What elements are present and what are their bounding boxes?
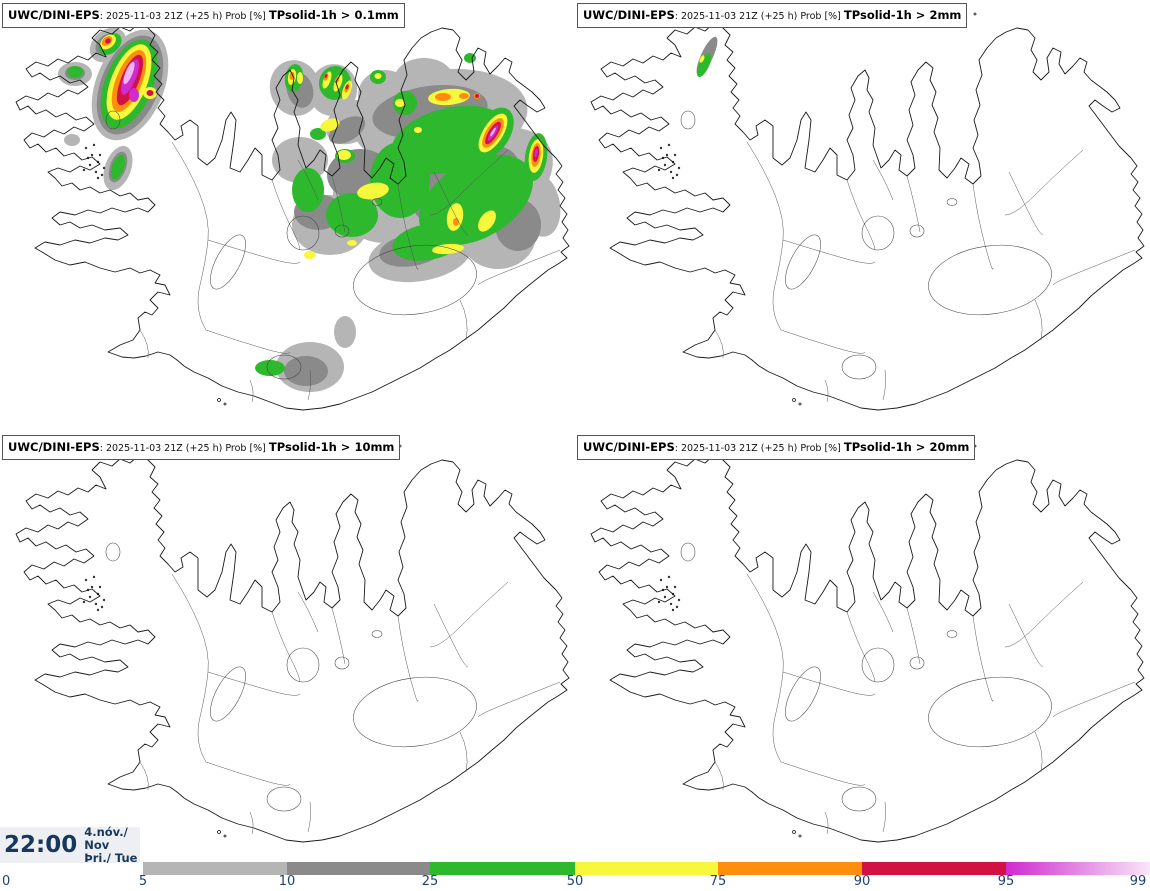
run-info: : 2025-11-03 21Z (+25 h) Prob [%] [674, 11, 844, 22]
colorbar-tick-label: 99 [1129, 874, 1147, 889]
probability-contour-p50 [375, 73, 382, 79]
probability-contour-p75 [459, 93, 469, 99]
probability-contour-p75 [453, 218, 459, 226]
probability-contour-p50 [304, 251, 316, 259]
model-name: UWC/DINI-EPS [583, 440, 675, 454]
model-name: UWC/DINI-EPS [583, 8, 675, 22]
probability-contour-p90 [147, 90, 154, 96]
valid-time-box [0, 824, 140, 865]
precip-probability-overlay [693, 34, 722, 78]
colorbar-tick-label: 95 [997, 874, 1015, 889]
probability-contour-p5 [334, 316, 356, 348]
colorbar-tick-labels [0, 874, 1150, 891]
threshold-label: TPsolid-1h > 10mm [268, 440, 395, 454]
probability-contour-p75 [435, 93, 451, 101]
map-panel-1 [0, 0, 575, 432]
model-name: UWC/DINI-EPS [8, 8, 100, 22]
probability-contour-p50 [337, 150, 351, 160]
panel-title-4 [577, 435, 975, 460]
threshold-label: TPsolid-1h > 20mm [843, 440, 970, 454]
colorbar-tick-label: 5 [138, 874, 148, 889]
panel-title-3 [2, 435, 400, 460]
probability-contour-p50 [297, 72, 303, 84]
probability-contour-p10 [284, 356, 328, 386]
run-info: : 2025-11-03 21Z (+25 h) Prob [%] [99, 443, 269, 454]
run-info: : 2025-11-03 21Z (+25 h) Prob [%] [99, 11, 269, 22]
threshold-label: TPsolid-1h > 2mm [843, 8, 962, 22]
colorbar-tick-label: 0 [2, 874, 11, 889]
panel-title-1 [2, 3, 405, 28]
probability-contour-p25 [292, 168, 324, 212]
valid-date-icelandic-english: 4.nóv./ Nov [84, 824, 128, 852]
valid-time: 22:00 [4, 832, 78, 858]
probability-contour-p25 [326, 193, 378, 237]
valid-weekday-icelandic-english: Þri./ Tue [84, 850, 138, 865]
colorbar-tick-label: 90 [853, 874, 871, 889]
map-panel-3 [0, 432, 575, 864]
model-name: UWC/DINI-EPS [8, 440, 100, 454]
map-panel-4 [575, 432, 1150, 864]
colorbar-tick-label: 50 [566, 874, 584, 889]
colorbar-tick-label: 10 [278, 874, 296, 889]
map-panel-2 [575, 0, 1150, 432]
run-info: : 2025-11-03 21Z (+25 h) Prob [%] [674, 443, 844, 454]
threshold-label: TPsolid-1h > 0.1mm [268, 8, 399, 22]
panel-title-2 [577, 3, 967, 28]
probability-contour-p50 [347, 240, 357, 246]
probability-contour-p90 [475, 94, 479, 98]
probability-contour-p95 [129, 88, 139, 102]
probability-contour-p5 [64, 134, 80, 146]
colorbar-tick-label: 25 [421, 874, 439, 889]
colorbar-tick-label: 75 [709, 874, 727, 889]
probability-contour-p50 [414, 127, 422, 133]
probability-contour-p25 [67, 66, 83, 78]
